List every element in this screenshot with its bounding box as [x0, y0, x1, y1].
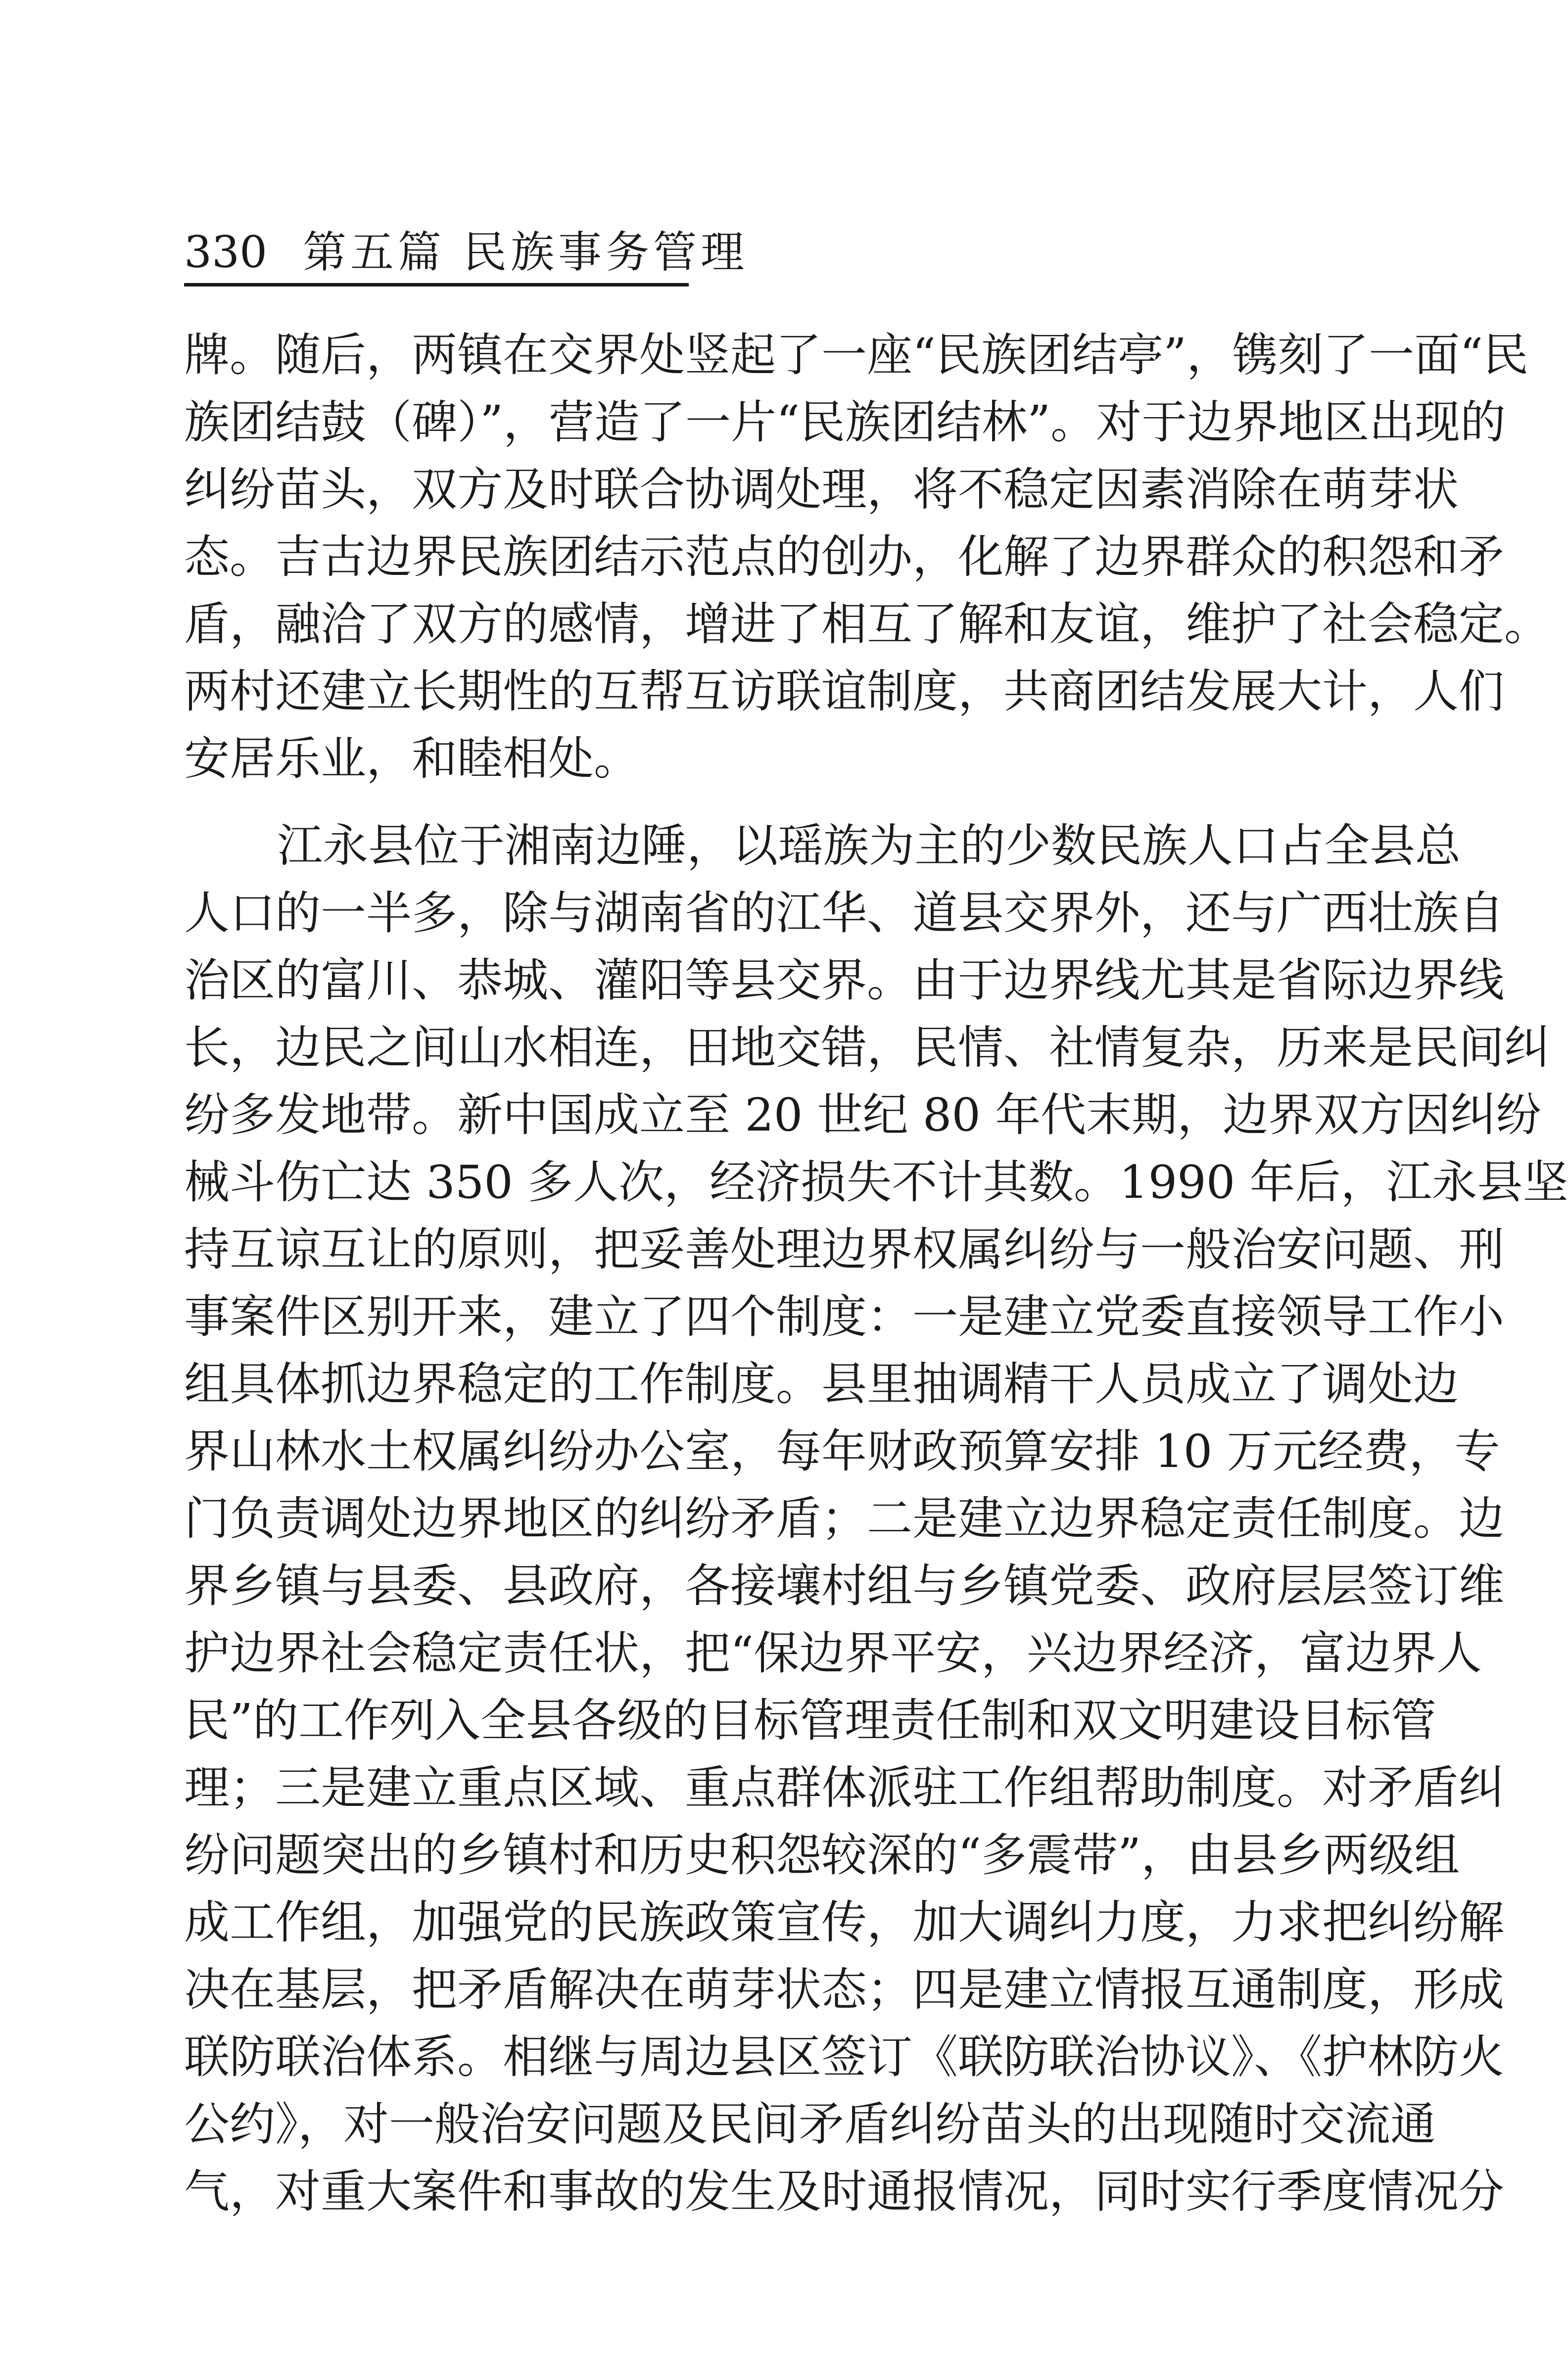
- text-line: 江永县位于湘南边陲，以瑶族为主的少数民族人口占全县总: [277, 819, 1461, 872]
- text-line: 人口的一半多，除与湖南省的江华、道县交界外，还与广西壮族自: [184, 887, 1505, 940]
- text-line: 事案件区别开来，建立了四个制度：一是建立党委直接领导工作小: [184, 1290, 1505, 1343]
- text-line: 组具体抓边界稳定的工作制度。县里抽调精干人员成立了调处边: [184, 1358, 1459, 1411]
- text-line: 械斗伤亡达 350 多人次，经济损失不计其数。1990 年后，江永县坚: [184, 1156, 1568, 1209]
- text-line: 气，对重大案件和事故的发生及时通报情况，同时实行季度情况分: [184, 2165, 1505, 2218]
- page-number: 330: [184, 227, 267, 278]
- text-line: 决在基层，把矛盾解决在萌芽状态；四是建立情报互通制度，形成: [184, 1963, 1505, 2016]
- text-line: 纷问题突出的乡镇村和历史积怨较深的“多震带”，由县乡两级组: [184, 1829, 1460, 1882]
- text-line: 联防联治体系。相继与周边县区签订《联防联治协议》、《护林防火: [184, 2031, 1505, 2083]
- text-line: 成工作组，加强党的民族政策宣传，加大调纠力度，力求把纠纷解: [184, 1896, 1505, 1949]
- text-line: 门负责调处边界地区的纠纷矛盾；二是建立边界稳定责任制度。边: [184, 1492, 1505, 1545]
- text-line: 长，边民之间山水相连，田地交错，民情、社情复杂，历来是民间纠: [184, 1021, 1550, 1074]
- running-header: [184, 223, 748, 287]
- text-line: 民”的工作列入全县各级的目标管理责任制和双文明建设目标管: [184, 1694, 1437, 1747]
- text-line: 两村还建立长期性的互帮互访联谊制度，共商团结发展大计，人们: [184, 665, 1505, 718]
- body-text: [184, 322, 1568, 2225]
- text-line: 公约》，对一般治安问题及民间矛盾纠纷苗头的出现随时交流通: [184, 2098, 1436, 2151]
- header-rule: [184, 283, 689, 286]
- text-line: 界山林水土权属纠纷办公室，每年财政预算安排 10 万元经费，专: [184, 1425, 1500, 1478]
- text-line: 纠纷苗头，双方及时联合协调处理，将不稳定因素消除在萌芽状: [184, 463, 1459, 516]
- text-line: 界乡镇与县委、县政府，各接壤村组与乡镇党委、政府层层签订维: [184, 1560, 1505, 1612]
- text-line: 理；三是建立重点区域、重点群体派驻工作组帮助制度。对矛盾纠: [184, 1761, 1505, 1814]
- text-line: 族团结鼓（碑）”，营造了一片“民族团结林”。对于边界地区出现的: [184, 396, 1506, 449]
- text-line: 牌。随后，两镇在交界处竖起了一座“民族团结亭”，镌刻了一面“民: [184, 329, 1529, 381]
- paragraph-1: [184, 322, 1550, 793]
- text-line: 盾，融洽了双方的感情，增进了相互了解和友谊，维护了社会稳定。: [184, 598, 1550, 651]
- text-line: 护边界社会稳定责任状，把“保边界平安，兴边界经济，富边界人: [184, 1627, 1482, 1680]
- text-line: 持互谅互让的原则，把妥善处理边界权属纠纷与一般治安问题、刑: [184, 1223, 1505, 1276]
- text-line: 治区的富川、恭城、灌阳等县交界。由于边界线尤其是省际边界线: [184, 954, 1505, 1007]
- text-line: 态。吉古边界民族团结示范点的创办，化解了边界群众的积怨和矛: [184, 530, 1505, 583]
- section-title: 第五篇 民族事务管理: [303, 227, 748, 278]
- text-line: 纷多发地带。新中国成立至 20 世纪 80 年代末期，边界双方因纠纷: [184, 1088, 1542, 1141]
- text-line: 安居乐业，和睦相处。: [184, 732, 640, 785]
- paragraph-2: [184, 812, 1568, 2225]
